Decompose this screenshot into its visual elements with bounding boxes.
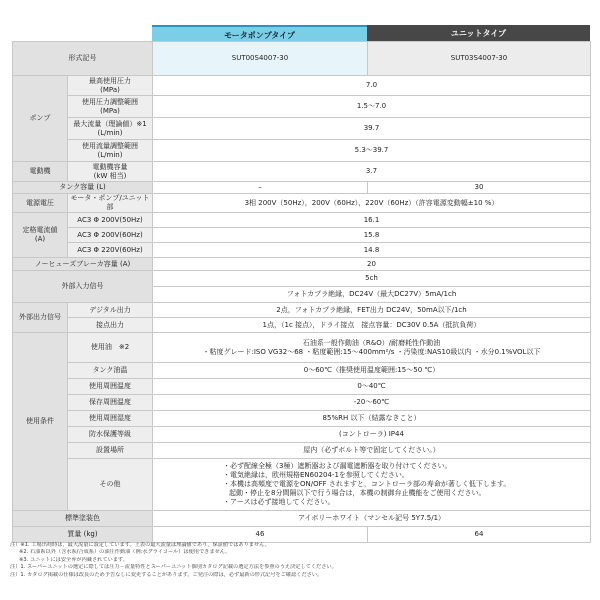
oil-value-2: ・粘度グレード:ISO VG32～68 ・粘度範囲:15～400mm²/s ・汚染度:NAS10級以内 ・水分0.1%VOL以下	[202, 347, 541, 356]
mass-label: 質量 (kg)	[13, 527, 153, 543]
humidity-value: 85%RH 以下（結露なきこと）	[153, 411, 591, 427]
other-line-3: ・本機は高頻度で電源をON/OFF されますと，コントローラ部の寿命が著しく低下します。	[223, 480, 511, 488]
usage-group-label: 使用条件	[13, 333, 68, 511]
current-value-2: 15.8	[153, 228, 591, 243]
tab-motor-pump-type[interactable]: モータポンプタイプ	[152, 25, 367, 43]
tank-temp-label: タンク油温	[68, 363, 153, 379]
breaker-value: 20	[153, 258, 591, 271]
tank-temp-value: 0～60℃（推奨使用温度範囲:15～50 ℃）	[153, 363, 591, 379]
oil-value	[153, 333, 591, 363]
voltage-sub-label: モータ・ポンプ/ユニット部	[68, 194, 153, 213]
tank-capacity-a: –	[153, 182, 368, 194]
humidity-label: 使用周囲湿度	[68, 411, 153, 427]
current-label-1: AC3 Φ 200V(50Hz)	[68, 213, 153, 228]
motor-capacity-label: 電動機容量 (kW 相当)	[68, 162, 153, 182]
model-label: 形式記号	[13, 42, 153, 76]
type-tabs	[152, 25, 590, 41]
pressure-range-value: 1.5～7.0	[153, 96, 591, 118]
mass-a: 46	[153, 527, 368, 543]
contact-output-value: 1点，（1c 接点），ドライ接点 接点容量：DC30V 0.5A（抵抗負荷）	[153, 318, 591, 333]
tank-capacity-b: 30	[368, 182, 591, 194]
footnote-2: ※2. 石油系以外（含水系/合成系）の油圧作動油（例:水グライコール）は使用できません。	[19, 549, 231, 556]
ip-value: (コントローラ) IP44	[153, 427, 591, 443]
paint-value: アイボリーホワイト（マンセル記号 5Y7.5/1）	[153, 511, 591, 527]
footnotes	[10, 542, 592, 579]
input-signal-value-1: 5ch	[153, 271, 591, 287]
voltage-group-label: 電源電圧	[13, 194, 68, 213]
footnote-4: 注）1. スーパーユニットの選定に際しては圧力－流量特性とスーパーユニット個別カタログ記載の選定方法を参照のうえ決定してください。	[10, 564, 337, 571]
motor-group-label: 電動機	[13, 162, 68, 182]
input-signal-label: 外部入力信号	[13, 271, 153, 303]
current-value-3: 14.8	[153, 243, 591, 258]
storage-temp-label: 保存周囲温度	[68, 395, 153, 411]
model-a: SUT00S4007-30	[153, 42, 368, 76]
max-flow-value: 39.7	[153, 118, 591, 140]
other-value	[153, 459, 591, 511]
other-line-1: ・必ず配線全極（3極）遮断器および漏電遮断器を取り付けてください。	[223, 462, 452, 470]
current-group-label: 定格電流値 (A)	[13, 213, 68, 258]
digital-output-value: 2点，フォトカプラ絶縁，FET出力 DC24V，50mA以下/1ch	[153, 303, 591, 318]
max-flow-label: 最大流量（理論値）※1 (L/min)	[68, 118, 153, 140]
oil-value-1: 石油系一般作動油（R&O）/耐磨耗性作動油	[302, 338, 441, 347]
other-line-5: ・アースは必ず接地してください。	[223, 498, 335, 506]
output-group-label: 外部出力信号	[13, 303, 68, 333]
tank-capacity-label: タンク容量 (L)	[13, 182, 153, 194]
max-pressure-value: 7.0	[153, 76, 591, 96]
breaker-label: ノーヒューズブレーカ容量 (A)	[13, 258, 153, 271]
current-label-3: AC3 Φ 220V(60Hz)	[68, 243, 153, 258]
footnote-5: 注）1. カタログ掲載の仕様は改良のため予告なしに変更することがあります。ご発注の際は，必ず最新の形式記号をご確認ください。	[10, 571, 323, 578]
other-line-4: 起動・停止を8分間隔以下で行う場合は，本機の制御弁止機能をご使用ください。	[229, 489, 486, 497]
flow-range-label: 使用流量調整範囲 (L/min)	[68, 140, 153, 162]
ambient-temp-value: 0～40℃	[153, 379, 591, 395]
mass-b: 64	[368, 527, 591, 543]
max-pressure-label: 最高使用圧力 (MPa)	[68, 76, 153, 96]
current-value-1: 16.1	[153, 213, 591, 228]
flow-range-value: 5.3～39.7	[153, 140, 591, 162]
oil-label: 使用油 ※2	[68, 333, 153, 363]
current-label-2: AC3 Φ 200V(60Hz)	[68, 228, 153, 243]
model-row	[13, 42, 591, 76]
ip-label: 防水保護等級	[68, 427, 153, 443]
model-b: SUT03S4007-30	[368, 42, 591, 76]
place-value: 屋内（必ずボルト等で固定してください。）	[153, 443, 591, 459]
digital-output-label: デジタル出力	[68, 303, 153, 318]
ambient-temp-label: 使用周囲温度	[68, 379, 153, 395]
tab-unit-type[interactable]: ユニットタイプ	[367, 25, 590, 41]
footnote-3: ※3. ユニットには安全弁が内蔵されています。	[19, 556, 128, 563]
voltage-value: 3相 200V（50Hz），200V（60Hz），220V（60Hz）（許容電源変動幅±10 %）	[153, 194, 591, 213]
storage-temp-value: -20～60℃	[153, 395, 591, 411]
spec-table	[12, 41, 591, 543]
place-label: 設置場所	[68, 443, 153, 459]
other-line-2: ・電気絶縁は，欧州規格EN60204-1を参照してください。	[223, 471, 409, 479]
contact-output-label: 接点出力	[68, 318, 153, 333]
pump-group-label: ポンプ	[13, 76, 68, 162]
footnote-1: 注）※1. 工場出荷時は，最大流量に設定しています。上表の最大流量は理論値であり，保証値ではありません。	[10, 542, 270, 548]
other-label: その他	[68, 459, 153, 511]
motor-capacity-value: 3.7	[153, 162, 591, 182]
paint-label: 標準塗装色	[13, 511, 153, 527]
input-signal-value-2: フォトカプラ絶縁，DC24V（最大DC27V）5mA/1ch	[153, 287, 591, 303]
pressure-range-label: 使用圧力調整範囲 (MPa)	[68, 96, 153, 118]
